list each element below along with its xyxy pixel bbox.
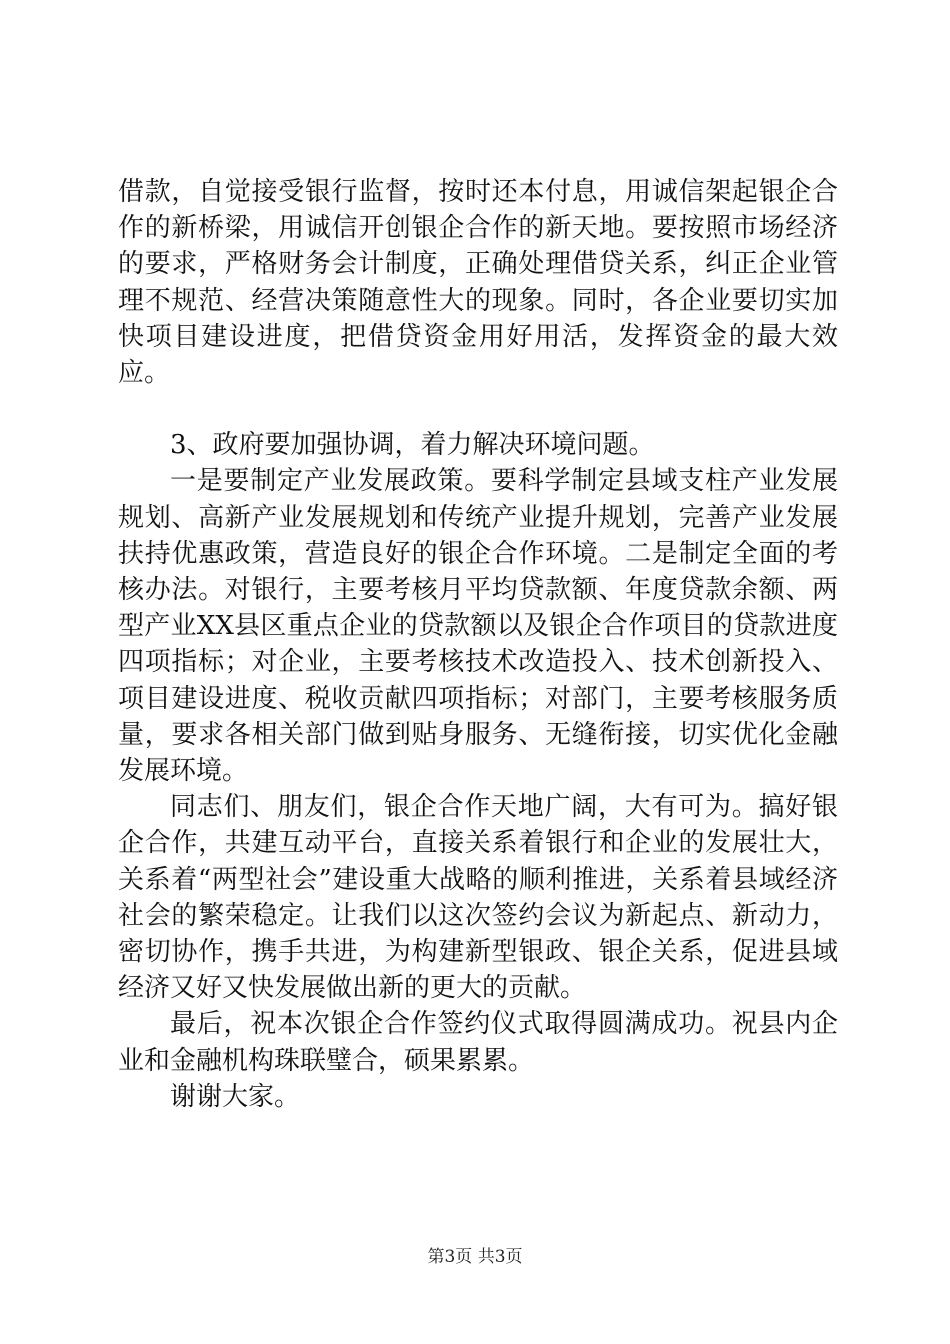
paragraph-1: 借款，自觉接受银行监督，按时还本付息，用诚信架起银企合作的新桥梁，用诚信开创银企合作的新天地。要按照市场经济的要求，严格财务会计制度，正确处理借贷关系，纠正企业管理不规范、经营决策随意性大的现象。同时，各企业要切实加快项目建设进度，把借贷资金用好用活，发挥资金的最大效应。: [118, 177, 838, 389]
page-footer: 第3页 共3页: [427, 1247, 523, 1267]
paragraph-3: 一是要制定产业发展政策。要科学制定县域支柱产业发展规划、高新产业发展规划和传统产业提升规划，完善产业发展扶持优惠政策，营造良好的银企合作环境。二是制定全面的考核办法。对银行，主要考核月平均贷款额、年度贷款余额、两型产业XX县区重点企业的贷款额以及银企合作项目的贷款进度四项指标；对企业，主要考核技术改造投入、技术创新投入、项目建设进度、税收贡献四项指标；对部门，主要考核服务质量，要求各相关部门做到贴身服务、无缝衔接，切实优化金融发展环境。: [118, 466, 838, 787]
paragraph-2-heading: 3、政府要加强协调，着力解决环境问题。: [170, 430, 655, 461]
document-body: [118, 174, 838, 1115]
paragraph-5: 最后，祝本次银企合作签约仪式取得圆满成功。祝县内企业和金融机构珠联璧合，硕果累累。: [118, 1009, 838, 1076]
paragraph-6: 谢谢大家。: [170, 1081, 301, 1112]
paragraph-4: 同志们、朋友们，银企合作天地广阔，大有可为。搞好银企合作，共建互动平台，直接关系着银行和企业的发展壮大，关系着“两型社会”建设重大战略的顺利推进，关系着县域经济社会的繁荣稳定。让我们以这次签约会议为新起点、新动力，密切协作，携手共进，为构建新型银政、银企关系，促进县域经济又好又快发展做出新的更大的贡献。: [118, 792, 838, 1004]
